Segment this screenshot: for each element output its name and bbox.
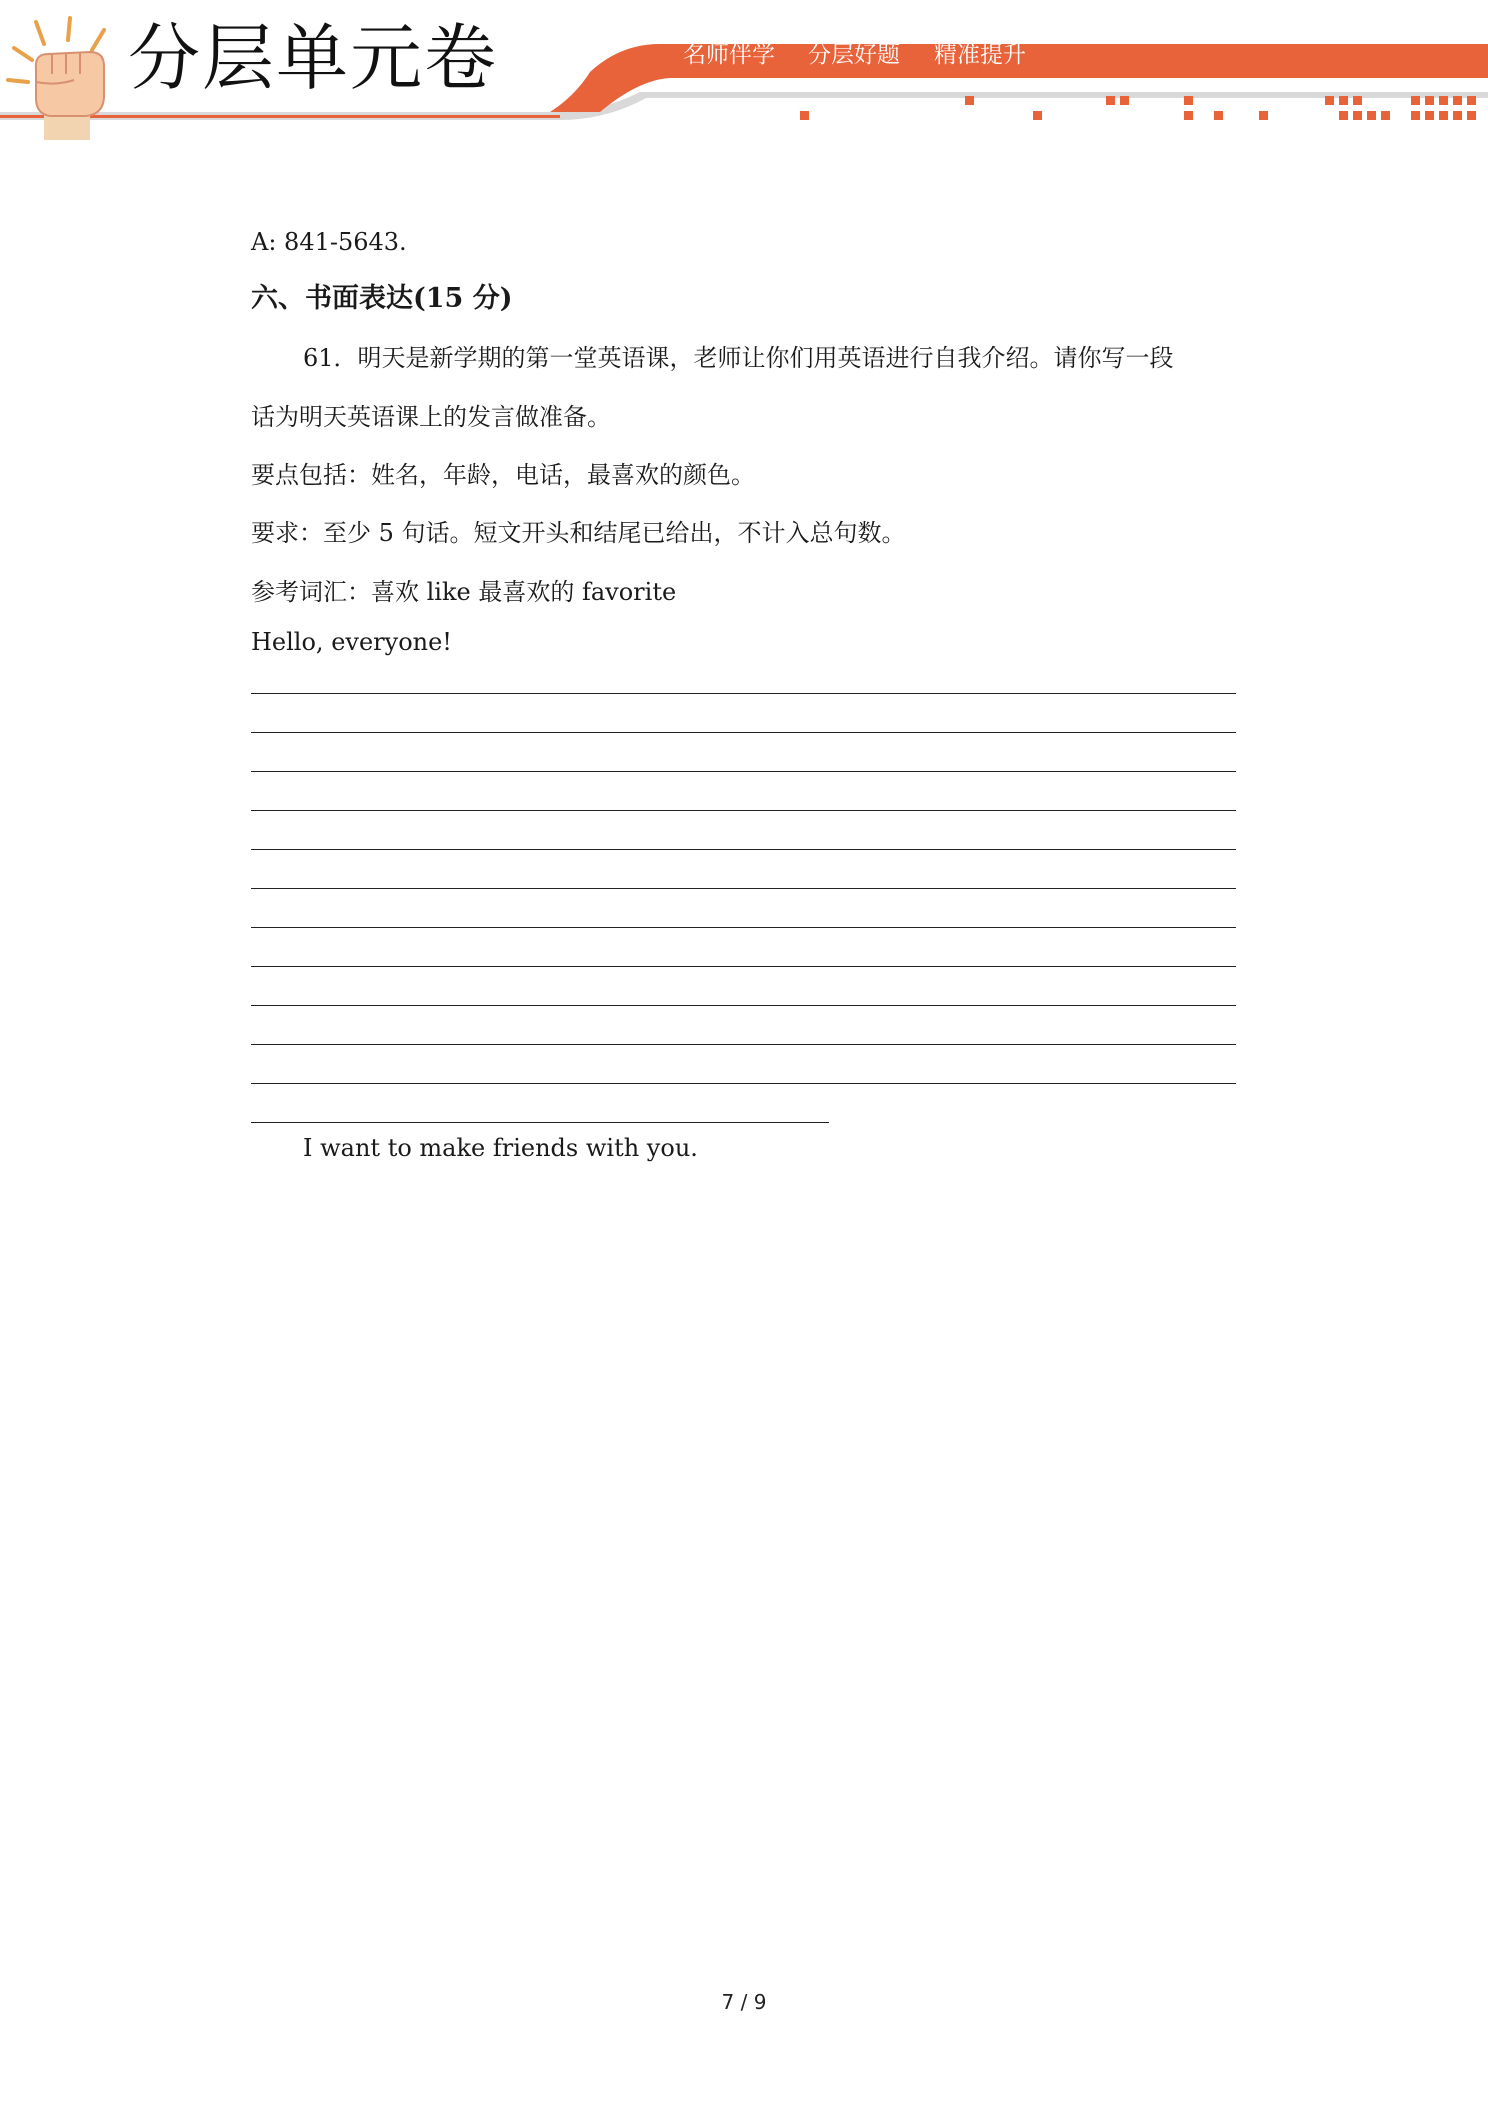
- slogan-improve: 精准提升: [934, 42, 1026, 68]
- writing-line[interactable]: [251, 732, 1236, 733]
- section-heading: 六、书面表达(15 分): [251, 283, 513, 314]
- page-number: 7 / 9: [721, 1990, 767, 2014]
- requirements: 要求：至少 5 句话。短文开头和结尾已给出，不计入总句数。: [251, 519, 906, 547]
- question-text-1: 61．明天是新学期的第一堂英语课，老师让你们用英语进行自我介绍。请你写一段: [303, 344, 1174, 372]
- writing-line[interactable]: [251, 771, 1236, 772]
- slogan-teacher: 名师伴学: [683, 42, 775, 68]
- answer-line: A: 841-5643.: [251, 228, 407, 256]
- writing-line[interactable]: [251, 1083, 1236, 1084]
- question-text-2: 话为明天英语课上的发言做准备。: [251, 403, 611, 431]
- fist-icon: [8, 18, 104, 140]
- writing-line[interactable]: [251, 1044, 1236, 1045]
- header-banner: [0, 0, 1488, 150]
- writing-line-last[interactable]: [251, 1122, 829, 1123]
- writing-line[interactable]: [251, 849, 1236, 850]
- slogan-layered: 分层好题: [808, 42, 900, 68]
- key-points: 要点包括：姓名，年龄，电话，最喜欢的颜色。: [251, 461, 755, 489]
- writing-line[interactable]: [251, 927, 1236, 928]
- essay-opening: Hello, everyone!: [251, 628, 452, 656]
- essay-closing: I want to make friends with you.: [303, 1134, 698, 1162]
- brand-title: 分层单元卷: [128, 16, 499, 100]
- writing-line[interactable]: [251, 1005, 1236, 1006]
- writing-line[interactable]: [251, 693, 1236, 694]
- reference-vocabulary: 参考词汇：喜欢 like 最喜欢的 favorite: [251, 578, 677, 606]
- writing-line[interactable]: [251, 810, 1236, 811]
- writing-line[interactable]: [251, 966, 1236, 967]
- writing-line[interactable]: [251, 888, 1236, 889]
